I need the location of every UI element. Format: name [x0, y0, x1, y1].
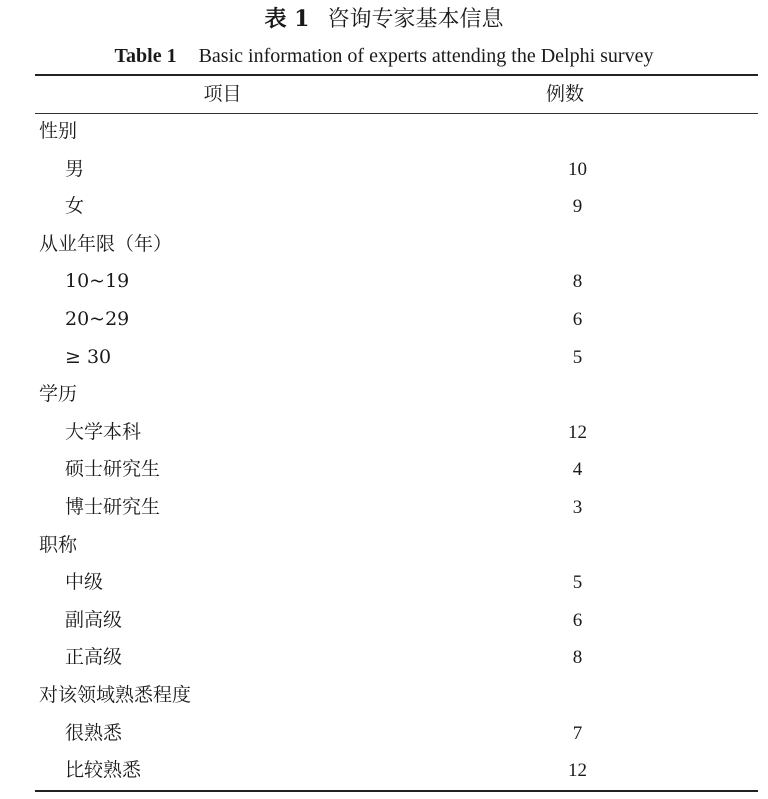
row-label: 博士研究生 — [65, 495, 161, 518]
group-label: 职称 — [39, 533, 78, 556]
row-label: 比较熟悉 — [65, 759, 142, 782]
table-row — [35, 564, 758, 602]
row-count-value: 6 — [572, 308, 583, 330]
row-count-value: 12 — [568, 421, 587, 443]
row-label: 20~29 — [65, 307, 130, 330]
table-header — [35, 76, 758, 112]
column-header-count: 例数 — [545, 83, 584, 105]
row-count-value: 10 — [568, 158, 587, 180]
row-label: 很熟悉 — [65, 721, 123, 744]
table-group-row — [35, 226, 758, 264]
table-row — [35, 339, 758, 377]
table-title-chinese — [0, 4, 768, 35]
row-count-value: 7 — [572, 722, 583, 744]
row-label: 正高级 — [65, 646, 123, 669]
row-label: 硕士研究生 — [65, 458, 161, 481]
table-number-english: Table 1 — [114, 45, 177, 67]
table-row — [35, 715, 758, 753]
row-count-value: 5 — [572, 572, 583, 594]
table-row — [35, 263, 758, 301]
row-count-value: 4 — [572, 459, 583, 481]
row-count-value: 6 — [572, 609, 583, 631]
row-count-value: 3 — [572, 496, 583, 518]
row-count-value: 5 — [572, 346, 583, 368]
table-row — [35, 451, 758, 489]
row-label: 大学本科 — [65, 420, 142, 443]
row-label: 男 — [65, 157, 85, 180]
row-label: 女 — [65, 195, 85, 218]
group-label: 从业年限（年） — [39, 232, 173, 255]
row-count-value: 8 — [572, 271, 583, 293]
group-label: 性别 — [39, 120, 78, 142]
table-number-chinese: 表 1 — [264, 6, 310, 32]
row-label: 副高级 — [65, 608, 123, 631]
table-title-english — [0, 42, 768, 70]
table-group-row — [35, 677, 758, 715]
group-label: 学历 — [39, 383, 78, 406]
row-count-value: 12 — [568, 760, 587, 782]
table-row — [35, 301, 758, 339]
table-row — [35, 602, 758, 640]
table-row — [35, 414, 758, 452]
row-label: 中级 — [65, 571, 104, 594]
table-title-english-text: Basic information of experts attending the Delphi survey — [198, 45, 654, 67]
table-group-row — [35, 376, 758, 414]
table-group-row — [35, 113, 758, 151]
row-count-value: 9 — [572, 196, 583, 218]
table-title-chinese-text: 咨询专家基本信息 — [327, 7, 504, 32]
table-group-row — [35, 527, 758, 565]
table-row — [35, 188, 758, 226]
row-label: ≥ 30 — [65, 345, 112, 368]
table-row — [35, 639, 758, 677]
table-body — [35, 113, 758, 790]
column-header-item: 项目 — [203, 83, 242, 105]
table-row — [35, 489, 758, 527]
table-row — [35, 151, 758, 189]
group-label: 对该领域熟悉程度 — [39, 683, 192, 706]
row-label: 10~19 — [65, 270, 130, 293]
row-count-value: 8 — [572, 647, 583, 669]
table-row — [35, 752, 758, 790]
table-bottom-rule — [35, 790, 758, 792]
